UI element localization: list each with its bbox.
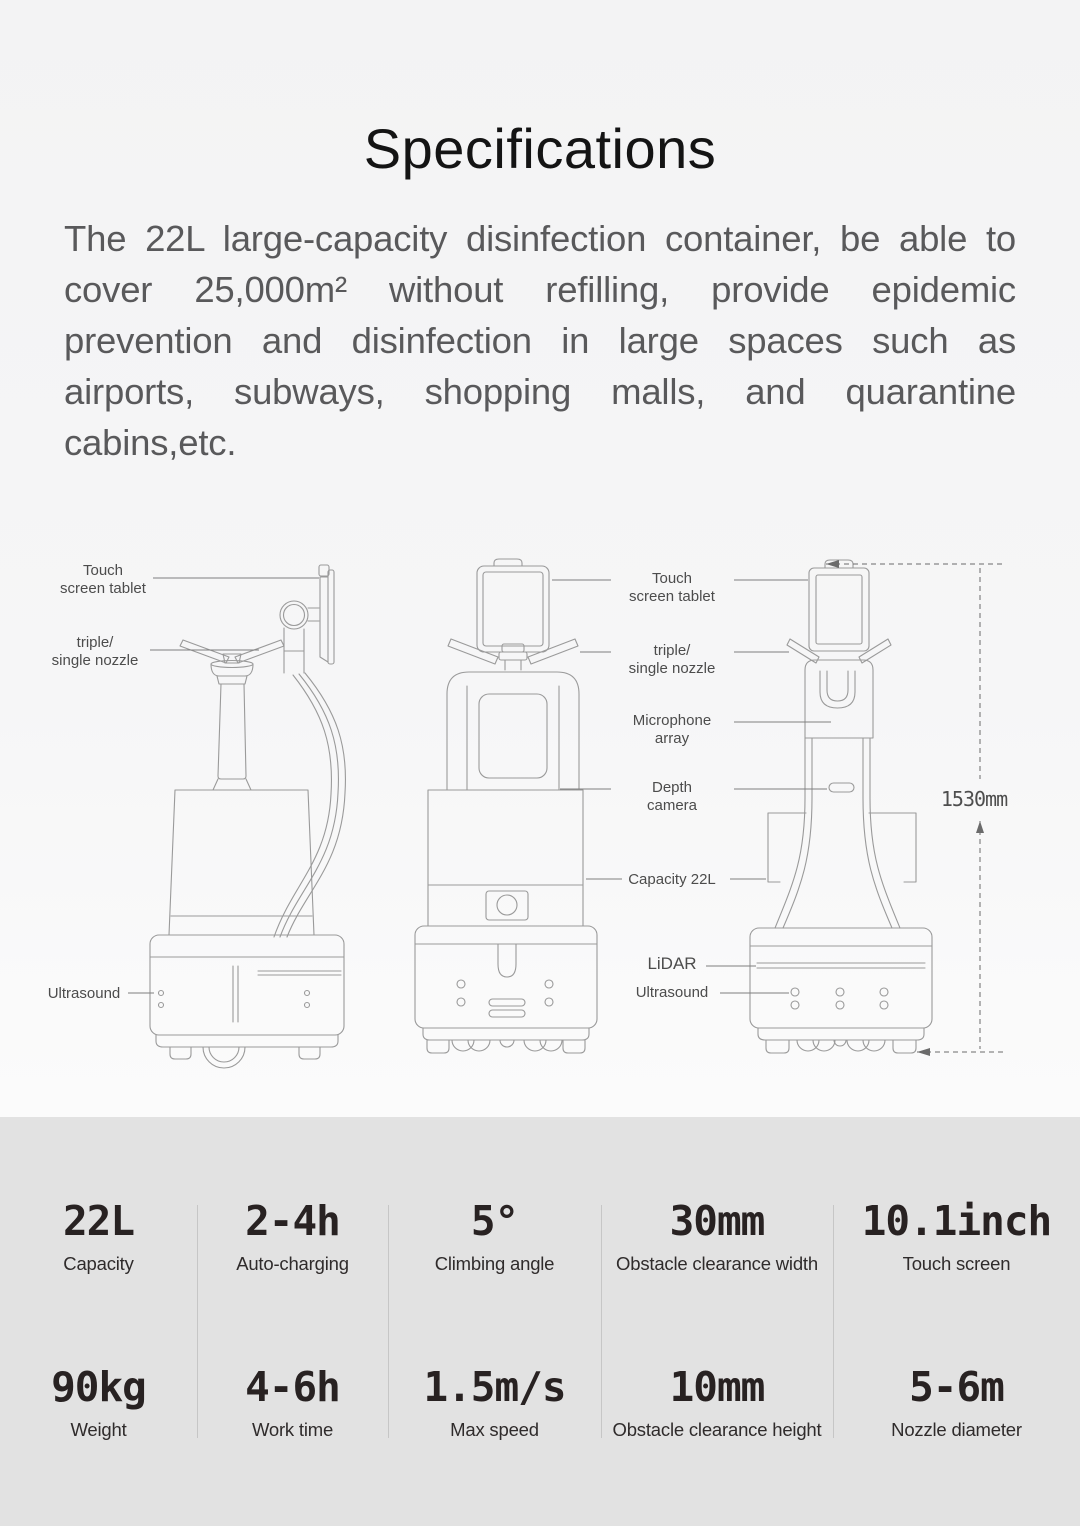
callout-label-line: Ultrasound bbox=[635, 984, 709, 1001]
callout-nozzle bbox=[597, 642, 747, 677]
callout-label-line: screen tablet bbox=[629, 587, 715, 605]
callout-ultrasound bbox=[597, 984, 747, 1002]
spec-work-time bbox=[197, 1364, 388, 1441]
callout-label-line: single nozzle bbox=[51, 651, 139, 669]
spec-nozzle-diameter bbox=[833, 1364, 1080, 1441]
callout-capacity bbox=[597, 871, 747, 889]
spec-value: 90kg bbox=[51, 1363, 146, 1411]
spec-value: 10mm bbox=[669, 1363, 765, 1411]
spec-max-speed bbox=[388, 1364, 601, 1441]
spec-value: 4-6h bbox=[245, 1363, 340, 1411]
spec-label: Climbing angle bbox=[434, 1253, 555, 1274]
spec-value: 5-6m bbox=[909, 1363, 1004, 1411]
callout-touch-screen-tablet-left bbox=[36, 562, 170, 597]
callout-depth-camera bbox=[597, 779, 747, 814]
callout-label-line: triple/ bbox=[653, 642, 691, 659]
spec-label: Nozzle diameter bbox=[891, 1419, 1022, 1440]
callout-label-line: Ultrasound bbox=[47, 985, 121, 1002]
callout-label-line: Capacity 22L bbox=[628, 871, 716, 888]
spec-value: 30mm bbox=[669, 1197, 765, 1245]
spec-label: Max speed bbox=[450, 1419, 539, 1440]
callout-label-line: Depth bbox=[651, 779, 693, 796]
spec-label: Touch screen bbox=[902, 1253, 1011, 1274]
spec-obstacle-clearance-width bbox=[601, 1198, 833, 1275]
callout-label-line: triple/ bbox=[76, 634, 114, 651]
callout-label-line: single nozzle bbox=[628, 659, 716, 677]
spec-obstacle-clearance-height bbox=[601, 1364, 833, 1441]
spec-label: Auto-charging bbox=[236, 1253, 349, 1274]
product-description: The 22L large-capacity disinfection container, be able to cover 25,000m² without refilling, provide epidemic prevention and disinfection in large spaces such as airports, subways, shopping malls, and quarantine cabins,etc. bbox=[64, 218, 1016, 463]
spec-value: 1.5m/s bbox=[423, 1363, 566, 1411]
callout-nozzle-left bbox=[28, 634, 162, 669]
spec-row-1 bbox=[0, 1198, 1080, 1275]
spec-weight bbox=[0, 1364, 197, 1441]
robot-back-view-drawing bbox=[750, 560, 932, 1053]
spec-label: Weight bbox=[70, 1419, 127, 1440]
robot-side-view-drawing bbox=[150, 565, 345, 1068]
callout-microphone-array bbox=[597, 712, 747, 747]
callout-touch-screen-tablet bbox=[597, 570, 747, 605]
spec-value: 10.1inch bbox=[861, 1197, 1052, 1245]
spec-capacity bbox=[0, 1198, 197, 1275]
spec-value: 22L bbox=[62, 1197, 135, 1245]
spec-climbing-angle bbox=[388, 1198, 601, 1275]
callout-lidar bbox=[597, 955, 747, 973]
callout-label-line: camera bbox=[646, 796, 698, 814]
page-title: Specifications bbox=[363, 117, 717, 180]
callout-label-line: Touch bbox=[82, 562, 124, 579]
spec-touch-screen bbox=[833, 1198, 1080, 1275]
callout-label-line: Microphone bbox=[632, 712, 712, 729]
callout-ultrasound-left bbox=[28, 985, 140, 1003]
spec-label: Capacity bbox=[63, 1253, 134, 1274]
spec-row-2 bbox=[0, 1364, 1080, 1441]
height-dimension-label: 1530mm bbox=[940, 787, 1008, 811]
robot-front-view-drawing bbox=[415, 559, 597, 1053]
spec-label: Obstacle clearance height bbox=[612, 1419, 822, 1440]
spec-auto-charging bbox=[197, 1198, 388, 1275]
callout-label-line: LiDAR bbox=[647, 954, 697, 973]
spec-value: 5° bbox=[470, 1197, 519, 1245]
spec-value: 2-4h bbox=[245, 1197, 340, 1245]
callout-label-line: Touch bbox=[651, 570, 693, 587]
callout-label-line: array bbox=[654, 729, 690, 747]
callout-label-line: screen tablet bbox=[60, 579, 146, 597]
spec-label: Obstacle clearance width bbox=[616, 1253, 818, 1274]
spec-label: Work time bbox=[251, 1419, 334, 1440]
